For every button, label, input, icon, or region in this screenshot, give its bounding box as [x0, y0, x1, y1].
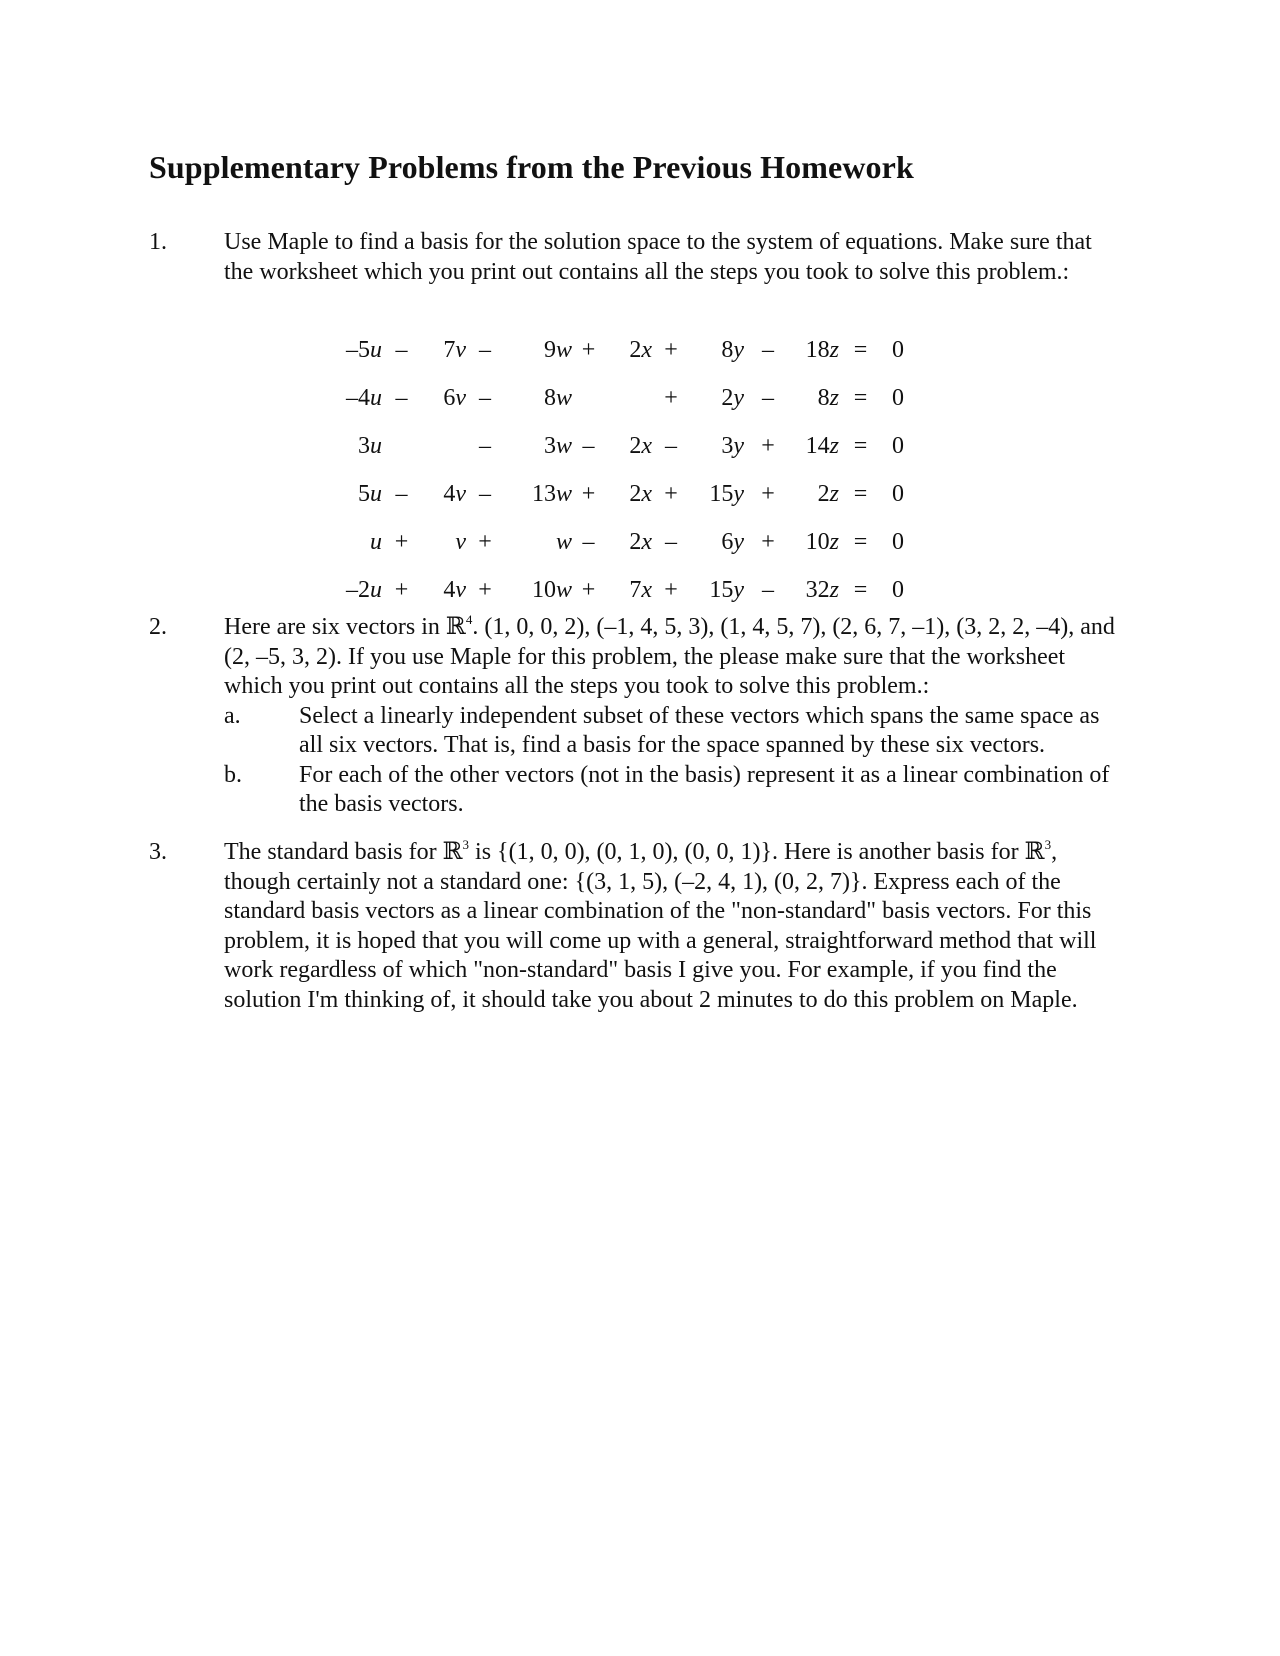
variable: w: [555, 384, 572, 411]
variable: u: [370, 576, 382, 603]
variable: z: [829, 432, 839, 459]
variable: z: [829, 576, 839, 603]
equation-rhs: 0: [892, 432, 904, 459]
text-segment: Here are six vectors in ℝ: [224, 614, 466, 640]
text-segment: is {(1, 0, 0), (0, 1, 0), (0, 0, 1)}. Here is another basis for ℝ: [469, 839, 1045, 865]
variable: z: [829, 528, 839, 555]
equals-sign: =: [853, 336, 868, 363]
variable: z: [829, 336, 839, 363]
equation-operator: –: [479, 480, 491, 507]
variable: z: [829, 384, 839, 411]
variable: w: [555, 336, 572, 363]
variable: y: [733, 384, 744, 411]
equation-term: [690, 422, 744, 470]
equation-term: [330, 470, 382, 518]
coefficient: 3: [721, 432, 734, 459]
equation-term: [792, 422, 839, 470]
equation-term: [605, 326, 652, 374]
equation-term: [330, 374, 382, 422]
sub-part-a: [224, 702, 1124, 761]
problem-body: [224, 228, 1124, 287]
equation-term: [421, 518, 466, 566]
equation-row: [330, 422, 904, 470]
equation-operator: –: [479, 432, 491, 459]
text-segment: The standard basis for ℝ: [224, 839, 463, 865]
equation-row: [330, 518, 904, 566]
variable: x: [641, 528, 652, 555]
equation-operator: –: [582, 432, 595, 459]
coefficient: 6: [443, 384, 456, 411]
sub-part-label: b.: [224, 761, 242, 788]
variable: x: [641, 480, 652, 507]
equation-operator: +: [394, 576, 409, 603]
coefficient: 3: [543, 432, 556, 459]
equation-operator: –: [665, 528, 677, 555]
coefficient: 13: [531, 480, 556, 507]
problem-text: [224, 838, 1124, 1015]
variable: v: [455, 528, 466, 555]
equation-rhs: 0: [892, 528, 904, 555]
equation-operator: +: [664, 576, 678, 603]
equation-operator: –: [665, 432, 677, 459]
coefficient: 2: [629, 432, 642, 459]
equation-operator: [572, 374, 605, 422]
coefficient: 9: [543, 336, 556, 363]
equation-operator: +: [664, 480, 678, 507]
equation-term: [421, 422, 466, 470]
coefficient: 2: [629, 480, 642, 507]
sub-part-label: a.: [224, 702, 241, 729]
equation-operator: –: [479, 336, 491, 363]
variable: v: [455, 384, 466, 411]
variable: y: [733, 576, 744, 603]
superscript: 3: [462, 837, 470, 852]
equation-term: [421, 470, 466, 518]
equals-sign: =: [853, 480, 868, 507]
problem-text: [224, 613, 1124, 702]
variable: v: [455, 480, 466, 507]
equation-row: [330, 470, 904, 518]
coefficient: 14: [805, 432, 830, 459]
coefficient: 15: [709, 576, 734, 603]
coefficient: 4: [443, 480, 456, 507]
page-title: Supplementary Problems from the Previous Homework: [149, 149, 914, 185]
coefficient: 10: [805, 528, 830, 555]
equation-operator: +: [761, 528, 775, 555]
equation-row: [330, 326, 904, 374]
sub-part-text: For each of the other vectors (not in the basis) represent it as a linear combination of the basis vectors.: [299, 761, 1110, 817]
variable: y: [733, 432, 744, 459]
coefficient: 15: [709, 480, 734, 507]
equation-term: [330, 566, 382, 614]
coefficient: 6: [721, 528, 734, 555]
equation-operator: –: [762, 384, 774, 411]
equation-row: [330, 566, 904, 614]
equation-term: [605, 518, 652, 566]
coefficient: 8: [817, 384, 830, 411]
problem-text: Use Maple to find a basis for the solution space to the system of equations. Make sure that the worksheet which you print out contains all the steps you took to solve this problem.:: [224, 229, 1092, 285]
sub-part-b: [224, 761, 1124, 820]
equals-sign: =: [853, 528, 868, 555]
equation-operator: +: [581, 576, 596, 603]
equation-term: [792, 326, 839, 374]
equation-term: [421, 326, 466, 374]
coefficient: 2: [629, 336, 642, 363]
equation-term: [690, 326, 744, 374]
equation-term: [330, 518, 382, 566]
variable: w: [555, 576, 572, 603]
equation-term: [792, 566, 839, 614]
equation-row: [330, 374, 904, 422]
superscript: 3: [1044, 837, 1052, 852]
variable: w: [555, 480, 572, 507]
coefficient: 2: [721, 384, 734, 411]
equation-term: [421, 566, 466, 614]
coefficient: 2: [629, 528, 642, 555]
equation-term: [330, 422, 382, 470]
coefficient: 7: [629, 576, 642, 603]
variable: u: [370, 384, 382, 411]
coefficient: 7: [443, 336, 456, 363]
equation-term: [792, 374, 839, 422]
equation-operator: +: [581, 480, 596, 507]
problem-body: [224, 838, 1124, 1015]
equation-term: [792, 518, 839, 566]
equation-operator: –: [479, 384, 491, 411]
variable: v: [455, 576, 466, 603]
coefficient: 8: [543, 384, 556, 411]
equation-term: [792, 470, 839, 518]
equation-term: [504, 518, 572, 566]
equation-term: [330, 326, 382, 374]
equation-operator: +: [394, 528, 409, 555]
equation-rhs: 0: [892, 384, 904, 411]
equation-operator: –: [582, 528, 595, 555]
variable: x: [641, 336, 652, 363]
equation-system: [330, 326, 904, 614]
equation-operator: +: [478, 576, 492, 603]
equation-operator: +: [581, 336, 596, 363]
coefficient: –4: [346, 384, 370, 411]
coefficient: 4: [443, 576, 456, 603]
problem-number: 3.: [149, 839, 167, 865]
equals-sign: =: [853, 384, 868, 411]
equation-term: [690, 470, 744, 518]
problem-number: 1.: [149, 229, 167, 255]
superscript: 4: [465, 612, 473, 627]
equals-sign: =: [853, 432, 868, 459]
equation-operator: +: [478, 528, 492, 555]
coefficient: 32: [805, 576, 830, 603]
variable: u: [370, 480, 382, 507]
variable: v: [455, 336, 466, 363]
variable: x: [641, 576, 652, 603]
coefficient: 18: [805, 336, 830, 363]
variable: x: [641, 432, 652, 459]
equation-operator: [382, 422, 421, 470]
coefficient: 3: [358, 432, 370, 459]
equation-term: [504, 374, 572, 422]
variable: u: [370, 336, 382, 363]
equation-rhs: 0: [892, 336, 904, 363]
problem-number: 2.: [149, 614, 167, 640]
equals-sign: =: [853, 576, 868, 603]
equation-term: [690, 566, 744, 614]
coefficient: 5: [358, 480, 370, 507]
equation-term: [605, 374, 652, 422]
coefficient: 8: [721, 336, 734, 363]
equation-operator: –: [395, 384, 408, 411]
equation-term: [504, 566, 572, 614]
equation-term: [504, 326, 572, 374]
problem-body: [224, 613, 1124, 820]
variable: y: [733, 336, 744, 363]
equation-operator: +: [761, 480, 775, 507]
variable: w: [555, 432, 572, 459]
coefficient: 10: [531, 576, 556, 603]
variable: u: [370, 528, 382, 555]
sub-part-text: Select a linearly independent subset of these vectors which spans the same space as all six vectors. That is, find a basis for the space spanned by these six vectors.: [299, 702, 1100, 758]
equation-rhs: 0: [892, 480, 904, 507]
variable: y: [733, 528, 744, 555]
text-segment: , though certainly not a standard one: {(3, 1, 5), (–2, 4, 1), (0, 2, 7)}. Express each of the standard basis vectors as a linear combination of the "non-standard" basis vectors. For this problem, it is hoped that you will come up with a general, straightforward method that will work regardless of which "non-standard" basis I give you. For example, if you find the solution I'm thinking of, it should take you about 2 minutes to do this problem on Maple.: [224, 839, 1097, 1013]
equation-operator: +: [664, 336, 678, 363]
variable: w: [555, 528, 572, 555]
coefficient: 2: [817, 480, 830, 507]
equation-term: [504, 422, 572, 470]
equation-rhs: 0: [892, 576, 904, 603]
equation-operator: +: [761, 432, 775, 459]
equation-term: [605, 422, 652, 470]
equation-operator: –: [395, 480, 408, 507]
equation-term: [605, 566, 652, 614]
equation-term: [690, 374, 744, 422]
equation-term: [605, 470, 652, 518]
equation-operator: –: [762, 336, 774, 363]
variable: z: [829, 480, 839, 507]
text-segment: . (1, 0, 0, 2), (–1, 4, 5, 3), (1, 4, 5, 7), (2, 6, 7, –1), (3, 2, 2, –4), and (2, –5, 3, 2). If you use Maple for this problem, the please make sure that the worksheet which you print out contains all the steps you took to solve this problem.:: [224, 614, 1115, 699]
equation-operator: –: [395, 336, 408, 363]
coefficient: –2: [346, 576, 370, 603]
equation-term: [504, 470, 572, 518]
coefficient: –5: [346, 336, 370, 363]
equation-term: [690, 518, 744, 566]
variable: u: [370, 432, 382, 459]
equation-operator: +: [664, 384, 678, 411]
equation-operator: –: [762, 576, 774, 603]
equation-term: [421, 374, 466, 422]
variable: y: [733, 480, 744, 507]
